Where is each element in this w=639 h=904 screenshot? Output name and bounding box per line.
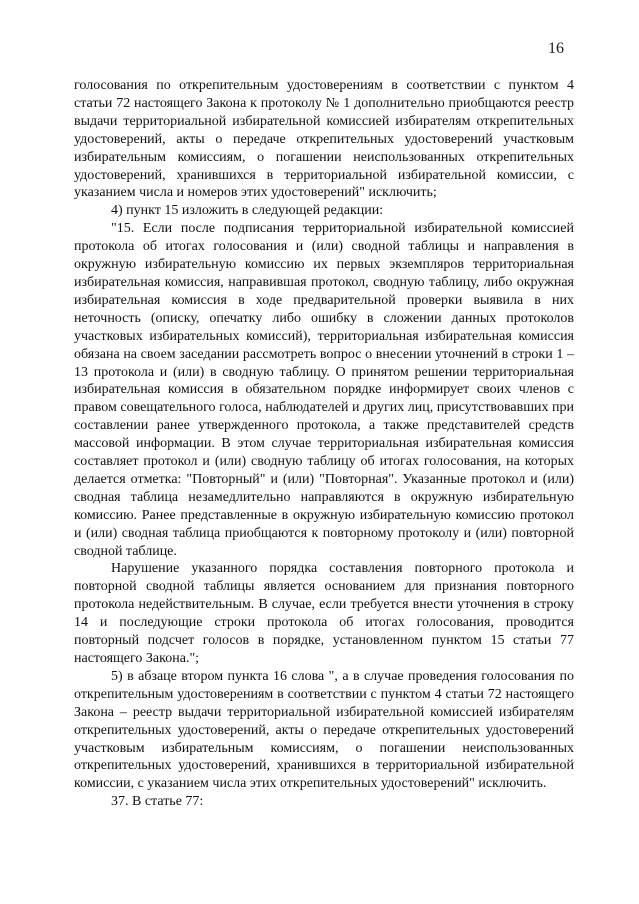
paragraph-violation: Нарушение указанного порядка составления повторного протокола и повторной сводной таблицы является основанием для признания повторного протокола недействительным. В случае, если требуется внести уточнения в строку 14 и последующие строки протокола об итогах голосования, проводится повторный подсчет голосов в порядке, установленном пунктом 15 статьи 77 настоящего Закона.";: [74, 561, 574, 666]
paragraph-continuation: голосования по открепительным удостоверениям в соответствии с пунктом 4 статьи 72 настоящего Закона к протоколу № 1 дополнительно приобщаются реестр выдачи территориальной избирательной комиссией избирателям открепительных удостоверений, акты о передаче открепительных удостоверений участковым избирательным комиссиям, о погашении неиспользованных открепительных удостоверений, хранившихся в территориальной избирательной комиссии, с указанием числа и номеров этих удостоверений" исключить;: [74, 78, 574, 201]
paragraph-item-5: 5) в абзаце втором пункта 16 слова ", а в случае проведения голосования по открепительным удостоверениям в соответствии с пунктом 4 статьи 72 настоящего Закона – реестр выдачи территориальной избирательной комиссией избирателям открепительных удостоверений, акты о передаче открепительных удостоверений участковым избирательным комиссиям, о погашении неиспользованных открепительных удостоверений, хранившихся в территориальной избирательной комиссии, с указанием числа этих открепительных удостоверений" исключить.: [74, 668, 574, 792]
paragraph-article-77: 37. В статье 77:: [111, 794, 204, 810]
paragraph-item-4: 4) пункт 15 изложить в следующей редакции:: [111, 203, 384, 219]
page-number: 16: [548, 40, 564, 57]
paragraph-point-15: "15. Если после подписания территориальной избирательной комиссией протокола об итогах голосования и (или) сводной таблицы и направления в окружную избирательную комиссию их первых экземпляров территориальная избирательная комиссия, направившая протокол, сводную таблицу, либо окружная избирательная комиссия в ходе предварительной проверки выявила в них неточность (описку, опечатку либо ошибку в сложении данных протоколов участковых избирательных комиссий), территориальная избирательная комиссия обязана на своем заседании рассмотреть вопрос о внесении уточнений в строки 1 – 13 протокола и (или) в сводную таблицу. О принятом решении территориальная избирательная комиссия в обязательном порядке информирует своих членов с правом совещательного голоса, наблюдателей и других лиц, присутствовавших при составлении ранее утвержденного протокола, а также представителей средств массовой информации. В этом случае территориальная избирательная комиссия составляет протокол и (или) сводную таблицу об итогах голосования, на которых делается отметка: "Повторный" и (или) "Повторная". Указанные протокол и (или) сводная таблица незамедлительно направляются в окружную избирательную комиссию. Ранее представленные в окружную избирательную комиссию протокол и (или) сводная таблица приобщаются к повторному протоколу и (или) повторной сводной таблице.: [74, 221, 574, 559]
document-body: [74, 77, 574, 811]
